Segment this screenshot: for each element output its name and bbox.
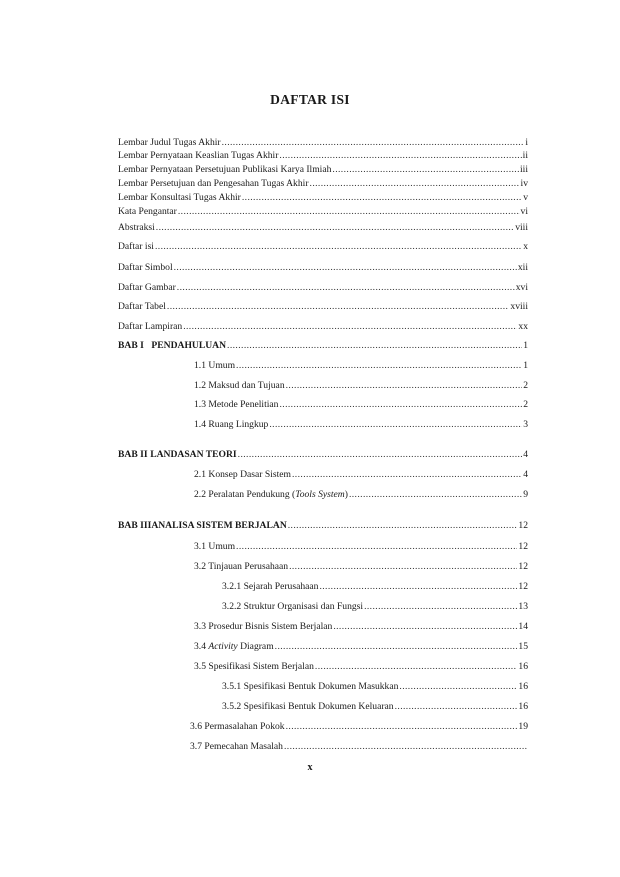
toc-entry-label-end: ) (344, 489, 348, 500)
toc-entry (194, 469, 528, 481)
toc-entry-label: Daftar Tabel (118, 301, 166, 312)
toc-entry (118, 282, 528, 294)
toc-entry-label: 3.3 Prosedur Bisnis Sistem Berjalan (194, 621, 333, 632)
toc-entry-label-start: 3.4 (194, 641, 209, 652)
toc-entry (118, 164, 528, 176)
toc-entry-label: 2.1 Konsep Dasar Sistem (194, 469, 291, 480)
dot-leader (242, 192, 522, 204)
dot-leader (236, 541, 517, 553)
toc-entry (194, 541, 528, 553)
dot-leader (174, 262, 517, 274)
toc-entry (190, 741, 528, 753)
toc-entry-label: Daftar isi (118, 241, 154, 252)
toc-entry-page: 12 (518, 541, 528, 552)
toc-entry (118, 150, 528, 162)
dot-leader (269, 419, 522, 431)
dot-leader (178, 206, 520, 218)
toc-entry-page: 15 (518, 641, 528, 652)
toc-entry-page: 16 (518, 681, 528, 692)
toc-entry-page: vi (520, 206, 528, 217)
toc-entry-label: Kata Pengantar (118, 206, 177, 217)
dot-leader (332, 164, 519, 176)
toc-entry-page: 2 (523, 399, 528, 410)
dot-leader (156, 222, 514, 234)
dot-leader (315, 661, 517, 673)
dot-leader (167, 301, 510, 313)
toc-entry (194, 661, 528, 673)
toc-entry-page: 1 (523, 360, 528, 371)
dot-leader (236, 360, 522, 372)
toc-entry-page: xviii (510, 301, 528, 312)
dot-leader (177, 282, 515, 294)
toc-entry-label: 3.7 Pemecahan Masalah (190, 741, 283, 752)
toc-entry-label: 1.2 Maksud dan Tujuan (194, 380, 285, 391)
toc-entry-label: Daftar Gambar (118, 282, 176, 293)
toc-entry (118, 137, 528, 149)
toc-entry-label: 1.3 Metode Penelitian (194, 399, 279, 410)
toc-entry-label: 3.2.2 Struktur Organisasi dan Fungsi (222, 601, 364, 612)
dot-leader (289, 561, 517, 573)
dot-leader (286, 380, 523, 392)
toc-entry (222, 601, 528, 613)
toc-entry-page: 3 (523, 419, 528, 430)
toc-entry (194, 399, 528, 411)
toc-entry (118, 321, 528, 333)
toc-entry-label: 3.5.1 Spesifikasi Bentuk Dokumen Masukkan (222, 681, 399, 692)
toc-entry-label (194, 489, 348, 501)
dot-leader (155, 241, 522, 253)
toc-entry (194, 419, 528, 431)
dot-leader (279, 399, 522, 411)
toc-entry (222, 701, 528, 713)
dot-leader (238, 449, 523, 461)
toc-entry-page: xx (518, 321, 528, 332)
dot-leader (288, 520, 518, 532)
toc-entry (118, 262, 528, 274)
toc-entry-label: Daftar Lampiran (118, 321, 183, 332)
toc-entry-page: iii (520, 164, 528, 175)
toc-entry-label: 3.2.1 Sejarah Perusahaan (222, 581, 319, 592)
dot-leader (319, 581, 517, 593)
toc-entry (118, 178, 528, 190)
dot-leader (227, 340, 522, 352)
toc-entry-page: xii (517, 262, 528, 273)
dot-leader (284, 741, 527, 753)
toc-entry-page: 12 (518, 581, 528, 592)
toc-entry-label: Daftar Simbol (118, 262, 173, 273)
toc-entry (194, 360, 528, 372)
toc-entry (118, 222, 528, 234)
toc-entry (222, 581, 528, 593)
toc-entry-label: 3.6 Permasalahan Pokok (190, 721, 285, 732)
toc-entry-label-end: Diagram (237, 641, 274, 652)
dot-leader (183, 321, 517, 333)
page-title: DAFTAR ISI (270, 92, 350, 107)
toc-entry (118, 192, 528, 204)
dot-leader (279, 150, 521, 162)
toc-entry (118, 206, 528, 218)
toc-entry-label: Abstraksi (118, 222, 155, 233)
toc-entry-page: 2 (523, 380, 528, 391)
toc-entry (194, 489, 528, 501)
toc-entry-label: 3.1 Umum (194, 541, 236, 552)
toc-entry-page: 13 (518, 601, 528, 612)
toc-entry-label (194, 641, 274, 653)
dot-leader (310, 178, 520, 190)
toc-entry-page: x (523, 241, 528, 252)
toc-entry-page: 12 (518, 520, 528, 531)
dot-leader (292, 469, 522, 481)
toc-entry-label: Lembar Persetujuan dan Pengesahan Tugas Akhir (118, 178, 309, 189)
toc-entry (118, 301, 528, 313)
toc-entry-page: 4 (523, 469, 528, 480)
toc-entry-label: 3.5.2 Spesifikasi Bentuk Dokumen Keluaran (222, 701, 394, 712)
chapter-title: LANDASAN TEORI (150, 449, 237, 460)
toc-entry-page: i (525, 137, 528, 148)
toc-entry (194, 561, 528, 573)
toc-entry-label: 1.4 Ruang Lingkup (194, 419, 269, 430)
dot-leader (395, 701, 518, 713)
toc-entry-label: Lembar Judul Tugas Akhir (118, 137, 221, 148)
toc-chapter (118, 340, 528, 352)
toc-entry-page: 12 (518, 561, 528, 572)
toc-entry-label: 3.2 Tinjauan Perusahaan (194, 561, 289, 572)
toc-entry-label-italic: Tools System (295, 489, 345, 500)
toc-entry (190, 721, 528, 733)
dot-leader (333, 621, 517, 633)
dot-leader (275, 641, 518, 653)
chapter-number: BAB II (118, 449, 148, 460)
toc-entry-label-start: 2.2 Peralatan Pendukung ( (194, 489, 296, 500)
toc-entry-label: Lembar Pernyataan Persetujuan Publikasi Karya Ilmiah (118, 164, 332, 175)
toc-chapter (118, 520, 528, 532)
toc-entry (194, 380, 528, 392)
toc-entry (118, 241, 528, 253)
toc-entry-page: 14 (518, 621, 528, 632)
toc-entry-page: 16 (518, 701, 528, 712)
toc-entry (194, 621, 528, 633)
dot-leader (222, 137, 525, 149)
dot-leader (286, 721, 518, 733)
toc-entry (194, 641, 528, 653)
dot-leader (349, 489, 522, 501)
toc-entry-page: xvi (515, 282, 528, 293)
toc-entry-label: 1.1 Umum (194, 360, 236, 371)
toc-entry (222, 681, 528, 693)
chapter-title: PENDAHULUAN (151, 340, 227, 351)
toc-entry-label: Lembar Pernyataan Keaslian Tugas Akhir (118, 150, 279, 161)
page-number: x (307, 762, 313, 773)
chapter-number: BAB I (118, 340, 144, 351)
dot-leader (399, 681, 517, 693)
chapter-title: ANALISA SISTEM BERJALAN (151, 520, 287, 531)
toc-entry-page: 19 (518, 721, 528, 732)
toc-entry-label: Lembar Konsultasi Tugas Akhir (118, 192, 241, 203)
toc-entry-page: 16 (518, 661, 528, 672)
chapter-number: BAB III (118, 520, 152, 531)
toc-entry-page: v (523, 192, 528, 203)
toc-entry-label: 3.5 Spesifikasi Sistem Berjalan (194, 661, 314, 672)
toc-entry-page: 9 (523, 489, 528, 500)
toc-chapter (118, 449, 528, 461)
dot-leader (364, 601, 517, 613)
toc-entry-label-italic: Activity (208, 641, 238, 652)
toc-entry-page: ii (522, 150, 528, 161)
toc-entry-page: iv (520, 178, 528, 189)
toc-entry-page: 4 (523, 449, 528, 460)
toc-entry-page: 1 (523, 340, 528, 351)
toc-entry-page: viii (515, 222, 528, 233)
